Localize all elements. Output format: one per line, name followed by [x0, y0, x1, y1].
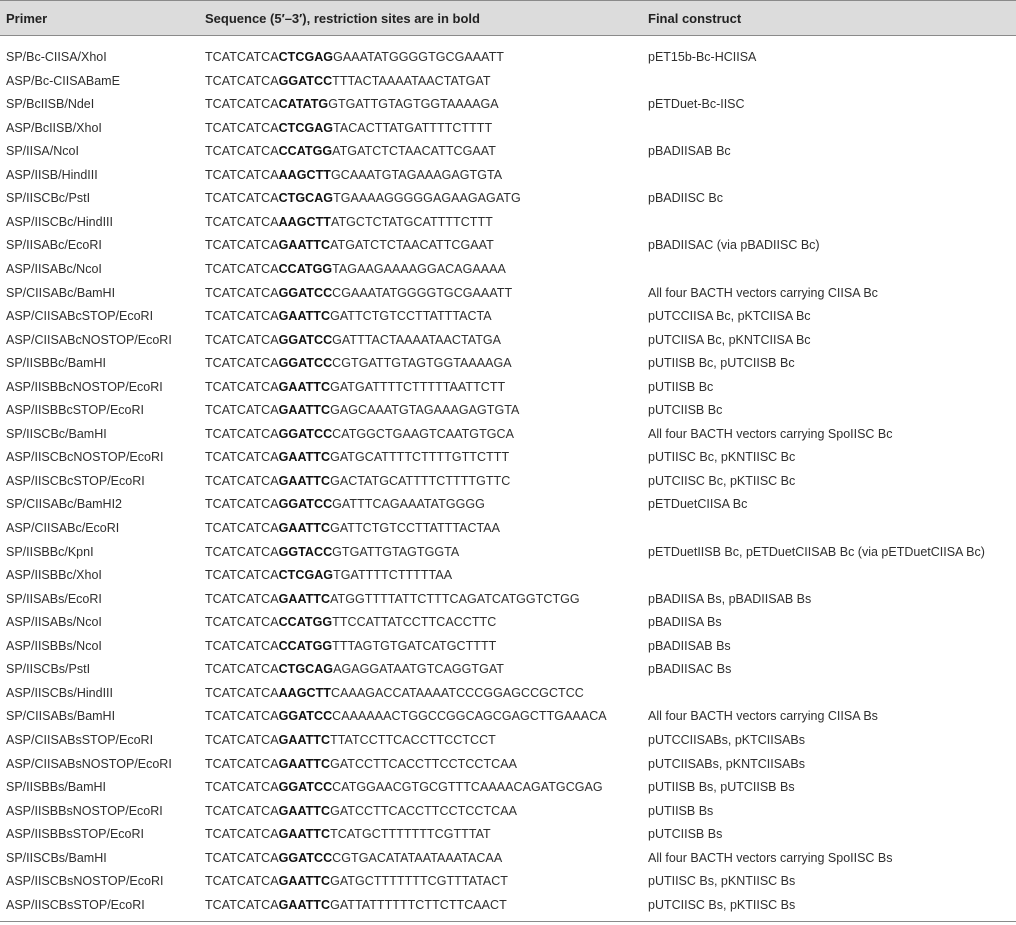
primer-name: ASP/IISCBc/HindIII [6, 214, 113, 229]
sequence-rest: GATGCATTTTCTTTTGTTCTTT [330, 450, 510, 465]
sequence-prefix: TCATCATCA [205, 403, 279, 418]
sequence-prefix: TCATCATCA [205, 144, 279, 159]
sequence-prefix: TCATCATCA [205, 97, 279, 112]
sequence-rest: GATTTACTAAAATAACTATGA [332, 332, 502, 347]
sequence [205, 686, 584, 700]
restriction-site: GGTACC [278, 544, 333, 559]
sequence [205, 380, 505, 394]
restriction-site: AAGCTT [278, 214, 331, 229]
sequence-rest: CGAAATATGGGGTGCGAAATT [332, 285, 513, 300]
sequence [205, 309, 492, 323]
sequence-prefix: TCATCATCA [205, 685, 279, 700]
sequence-rest: AGAGGATAATGTCAGGTGAT [333, 662, 504, 677]
sequence-rest: ATGATCTCTAACATTCGAAT [330, 238, 494, 253]
restriction-site: GGATCC [278, 709, 333, 724]
final-construct: pUTIISB Bs [648, 803, 714, 818]
final-construct: pBADIISAC Bs [648, 662, 732, 677]
sequence [205, 215, 493, 229]
primer-name: SP/IISCBs/PstI [6, 662, 91, 677]
sequence-prefix: TCATCATCA [205, 874, 279, 889]
final-construct: pBADIISA Bs, pBADIISAB Bs [648, 591, 812, 606]
sequence [205, 521, 500, 535]
sequence [205, 403, 519, 417]
table-row [0, 517, 1016, 541]
restriction-site: CATATG [278, 97, 329, 112]
final-construct: All four BACTH vectors carrying SpoIISC Bs [648, 850, 893, 865]
restriction-site: GAATTC [278, 897, 331, 912]
table-row [0, 611, 1016, 635]
sequence [205, 545, 459, 559]
sequence-prefix: TCATCATCA [205, 191, 279, 206]
final-construct: pUTCIISABs, pKNTCIISABs [648, 756, 805, 771]
header-construct: Final construct [648, 11, 742, 26]
sequence [205, 191, 521, 205]
sequence-rest: TTCCATTATCCTTCACCTTC [332, 615, 497, 630]
sequence [205, 757, 517, 771]
primer-name: ASP/CIISABsNOSTOP/EcoRI [6, 756, 172, 771]
restriction-site: CTGCAG [278, 191, 334, 206]
restriction-site: GAATTC [278, 521, 331, 535]
table-row [0, 753, 1016, 777]
sequence [205, 709, 607, 723]
sequence-rest: ATGCTCTATGCATTTTCTTT [331, 214, 493, 229]
primer-name: ASP/IISBBcSTOP/EcoRI [6, 403, 145, 418]
sequence-rest: CATGGCTGAAGTCAATGTGCA [332, 426, 514, 441]
primer-name: ASP/IISCBs/HindIII [6, 685, 113, 700]
table-row [0, 140, 1016, 164]
sequence-prefix: TCATCATCA [205, 167, 279, 182]
final-construct: pUTCIISC Bs, pKTIISC Bs [648, 897, 796, 912]
restriction-site: GGATCC [278, 850, 333, 865]
primer-name: ASP/IISB/HindIII [6, 167, 98, 182]
sequence-prefix: TCATCATCA [205, 356, 279, 371]
table-row [0, 870, 1016, 894]
table-row [0, 46, 1016, 70]
primer-name: SP/IISBBc/KpnI [6, 544, 94, 559]
sequence [205, 733, 496, 747]
restriction-site: GAATTC [278, 756, 331, 771]
sequence [205, 74, 491, 88]
table-row [0, 894, 1016, 918]
final-construct: pET15b-Bc-HCIISA [648, 50, 757, 64]
table-row [0, 847, 1016, 871]
sequence-rest: CGTGATTGTAGTGGTAAAAGA [332, 356, 512, 371]
sequence-rest: GATGCTTTTTTTCGTTTATACT [330, 874, 508, 889]
restriction-site: GGATCC [278, 356, 333, 371]
sequence [205, 497, 485, 511]
table-row [0, 117, 1016, 141]
sequence-rest: GATCCTTCACCTTCCTCCTCAA [330, 756, 518, 771]
sequence-rest: TACACTTATGATTTTCTTTT [333, 120, 493, 135]
restriction-site: CCATGG [278, 615, 333, 630]
final-construct: pETDuetIISB Bc, pETDuetCIISAB Bc (via pETDuetCIISA Bc) [648, 544, 985, 559]
restriction-site: AAGCTT [278, 685, 331, 700]
sequence-prefix: TCATCATCA [205, 521, 279, 535]
sequence-prefix: TCATCATCA [205, 568, 279, 583]
table-row [0, 305, 1016, 329]
sequence [205, 474, 510, 488]
sequence-prefix: TCATCATCA [205, 120, 279, 135]
primer-name: ASP/CIISABc/EcoRI [6, 521, 120, 535]
bottom-rule [0, 921, 1016, 922]
sequence-prefix: TCATCATCA [205, 261, 279, 276]
final-construct: pBADIISA Bs [648, 615, 722, 630]
final-construct: pUTCIISA Bc, pKNTCIISA Bc [648, 332, 811, 347]
sequence-prefix: TCATCATCA [205, 214, 279, 229]
sequence-prefix: TCATCATCA [205, 803, 279, 818]
sequence-prefix: TCATCATCA [205, 850, 279, 865]
sequence-rest: CATGGAACGTGCGTTTCAAAACAGATGCGAG [332, 780, 603, 795]
final-construct: pBADIISC Bc [648, 191, 724, 206]
primer-name: ASP/IISBBc/XhoI [6, 568, 102, 583]
sequence-prefix: TCATCATCA [205, 450, 279, 465]
table-row [0, 70, 1016, 94]
sequence-rest: GATGATTTTCTTTTTAATTCTT [330, 379, 506, 394]
header-sequence: Sequence (5′–3′), restriction sites are in bold [205, 11, 480, 26]
table-row [0, 729, 1016, 753]
sequence [205, 144, 496, 158]
sequence-prefix: TCATCATCA [205, 285, 279, 300]
primer-name: ASP/IISABs/NcoI [6, 615, 102, 630]
sequence-rest: TTATCCTTCACCTTCCTCCT [330, 732, 496, 747]
sequence [205, 286, 512, 300]
restriction-site: GAATTC [278, 827, 331, 842]
restriction-site: CTCGAG [278, 120, 334, 135]
table-row [0, 658, 1016, 682]
table-row [0, 800, 1016, 824]
sequence-prefix: TCATCATCA [205, 897, 279, 912]
final-construct: pUTIISC Bs, pKNTIISC Bs [648, 874, 796, 889]
restriction-site: CCATGG [278, 261, 333, 276]
table-row [0, 564, 1016, 588]
table-row [0, 399, 1016, 423]
sequence [205, 450, 509, 464]
table-row [0, 282, 1016, 306]
sequence-prefix: TCATCATCA [205, 732, 279, 747]
restriction-site: GAATTC [278, 309, 331, 324]
sequence-rest: GAGCAAATGTAGAAAGAGTGTA [330, 403, 520, 418]
final-construct: pUTCIISB Bc [648, 403, 723, 418]
table-row [0, 164, 1016, 188]
table-row [0, 541, 1016, 565]
sequence-rest: GTGATTGTAGTGGTAAAAGA [328, 97, 499, 112]
table-row [0, 376, 1016, 400]
sequence [205, 804, 517, 818]
primer-name: SP/IISA/NcoI [6, 144, 79, 159]
primer-name: SP/BcIISB/NdeI [6, 97, 95, 112]
restriction-site: CTCGAG [278, 50, 334, 64]
restriction-site: CTGCAG [278, 662, 334, 677]
sequence-rest: GATTATTTTTTCTTCTTCAACT [330, 897, 507, 912]
sequence-rest: ATGGTTTTATTCTTTCAGATCATGGTCTGG [330, 591, 580, 606]
primer-name: ASP/IISCBsSTOP/EcoRI [6, 897, 145, 912]
final-construct: All four BACTH vectors carrying SpoIISC Bc [648, 426, 893, 441]
primer-name: SP/IISCBc/BamHI [6, 426, 107, 441]
sequence-rest: CAAAGACCATAAAATCCCGGAGCCGCTCC [331, 685, 584, 700]
primer-name: ASP/IISBBs/NcoI [6, 638, 102, 653]
restriction-site: CTCGAG [278, 568, 334, 583]
final-construct: pUTIISC Bc, pKNTIISC Bc [648, 450, 796, 465]
sequence-prefix: TCATCATCA [205, 591, 279, 606]
primer-name: SP/IISABc/EcoRI [6, 238, 102, 253]
sequence-rest: TTTAGTGTGATCATGCTTTT [332, 638, 497, 653]
sequence-rest: TAGAAGAAAAGGACAGAAAA [332, 261, 506, 276]
sequence [205, 333, 501, 347]
sequence [205, 851, 502, 865]
primer-name: SP/Bc-CIISA/XhoI [6, 50, 107, 64]
sequence-prefix: TCATCATCA [205, 426, 279, 441]
primer-name: ASP/IISBBsNOSTOP/EcoRI [6, 803, 163, 818]
primer-name: ASP/Bc-CIISABamE [6, 73, 120, 88]
sequence [205, 780, 603, 794]
primer-name: ASP/IISBBcNOSTOP/EcoRI [6, 379, 163, 394]
sequence [205, 238, 494, 252]
table-row [0, 682, 1016, 706]
table-header [0, 0, 1016, 36]
sequence [205, 168, 502, 182]
sequence [205, 50, 504, 64]
primer-name: ASP/CIISABcSTOP/EcoRI [6, 309, 154, 324]
table-row [0, 635, 1016, 659]
sequence-prefix: TCATCATCA [205, 709, 279, 724]
table-row [0, 93, 1016, 117]
primer-name: SP/IISABs/EcoRI [6, 591, 102, 606]
primer-name: ASP/CIISABsSTOP/EcoRI [6, 732, 154, 747]
sequence [205, 568, 452, 582]
primer-name: ASP/CIISABcNOSTOP/EcoRI [6, 332, 172, 347]
primer-name: SP/IISBBc/BamHI [6, 356, 107, 371]
sequence-rest: TTTACTAAAATAACTATGAT [332, 73, 491, 88]
table-row [0, 423, 1016, 447]
restriction-site: AAGCTT [278, 167, 331, 182]
sequence-prefix: TCATCATCA [205, 638, 279, 653]
primer-name: ASP/IISCBcSTOP/EcoRI [6, 473, 145, 488]
table-row [0, 352, 1016, 376]
restriction-site: CCATGG [278, 144, 333, 159]
sequence-prefix: TCATCATCA [205, 238, 279, 253]
sequence [205, 827, 491, 841]
table-row [0, 446, 1016, 470]
final-construct: pUTCCIISABs, pKTCIISABs [648, 732, 805, 747]
sequence [205, 356, 512, 370]
restriction-site: GAATTC [278, 591, 331, 606]
restriction-site: CCATGG [278, 638, 333, 653]
sequence-rest: CGTGACATATAATAAATACAA [332, 850, 503, 865]
sequence-prefix: TCATCATCA [205, 473, 279, 488]
sequence-prefix: TCATCATCA [205, 497, 279, 512]
restriction-site: GGATCC [278, 780, 333, 795]
restriction-site: GGATCC [278, 285, 333, 300]
table-row [0, 187, 1016, 211]
sequence-prefix: TCATCATCA [205, 756, 279, 771]
sequence [205, 97, 499, 111]
sequence-prefix: TCATCATCA [205, 50, 279, 64]
sequence-rest: CAAAAAACTGGCCGGCAGCGAGCTTGAAACA [332, 709, 607, 724]
table-row [0, 470, 1016, 494]
sequence [205, 662, 504, 676]
sequence [205, 874, 508, 888]
final-construct: pBADIISAC (via pBADIISC Bc) [648, 238, 820, 253]
sequence-rest: TGAAAAGGGGGAGAAGAGATG [333, 191, 521, 206]
sequence-prefix: TCATCATCA [205, 662, 279, 677]
sequence-rest: GATTTCAGAAATATGGGG [332, 497, 485, 512]
restriction-site: GGATCC [278, 497, 333, 512]
table-row [0, 211, 1016, 235]
restriction-site: GAATTC [278, 803, 331, 818]
final-construct: All four BACTH vectors carrying CIISA Bs [648, 709, 878, 724]
restriction-site: GGATCC [278, 73, 333, 88]
restriction-site: GAATTC [278, 403, 331, 418]
sequence-prefix: TCATCATCA [205, 73, 279, 88]
table-row [0, 234, 1016, 258]
sequence-prefix: TCATCATCA [205, 309, 279, 324]
sequence [205, 615, 496, 629]
sequence-rest: ATGATCTCTAACATTCGAAT [332, 144, 496, 159]
restriction-site: GAATTC [278, 732, 331, 747]
restriction-site: GAATTC [278, 450, 331, 465]
restriction-site: GAATTC [278, 238, 331, 253]
sequence [205, 427, 514, 441]
final-construct: pBADIISAB Bs [648, 638, 731, 653]
table-row [0, 493, 1016, 517]
sequence-rest: GATTCTGTCCTTATTTACTAA [330, 521, 501, 535]
sequence-prefix: TCATCATCA [205, 780, 279, 795]
primer-name: ASP/IISCBsNOSTOP/EcoRI [6, 874, 164, 889]
restriction-site: GAATTC [278, 874, 331, 889]
primer-name: ASP/BcIISB/XhoI [6, 120, 102, 135]
primer-name: ASP/IISBBsSTOP/EcoRI [6, 827, 145, 842]
final-construct: pUTIISB Bs, pUTCIISB Bs [648, 780, 795, 795]
sequence [205, 898, 507, 912]
final-construct: pUTCCIISA Bc, pKTCIISA Bc [648, 309, 811, 324]
sequence-rest: TCATGCTTTTTTTCGTTTAT [330, 827, 491, 842]
header-primer: Primer [6, 11, 48, 26]
final-construct: pETDuetCIISA Bc [648, 497, 748, 512]
table-row [0, 776, 1016, 800]
final-construct: pUTIISB Bc, pUTCIISB Bc [648, 356, 795, 371]
sequence-rest: GTGATTGTAGTGGTA [332, 544, 460, 559]
sequence-prefix: TCATCATCA [205, 544, 279, 559]
sequence-rest: GAAATATGGGGTGCGAAATT [333, 50, 504, 64]
final-construct: pUTIISB Bc [648, 379, 714, 394]
table-row [0, 588, 1016, 612]
restriction-site: GGATCC [278, 426, 333, 441]
table-row [0, 258, 1016, 282]
sequence [205, 639, 496, 653]
primer-name: SP/IISBBs/BamHI [6, 780, 107, 795]
primer-name: SP/CIISABs/BamHI [6, 709, 116, 724]
sequence [205, 121, 492, 135]
primer-name: SP/IISCBs/BamHI [6, 850, 107, 865]
restriction-site: GAATTC [278, 473, 331, 488]
primer-name: SP/CIISABc/BamHI [6, 285, 116, 300]
sequence [205, 592, 580, 606]
primer-name: ASP/IISCBcNOSTOP/EcoRI [6, 450, 164, 465]
table-row [0, 705, 1016, 729]
sequence-prefix: TCATCATCA [205, 827, 279, 842]
sequence-prefix: TCATCATCA [205, 332, 279, 347]
final-construct: pUTCIISC Bc, pKTIISC Bc [648, 473, 796, 488]
sequence-prefix: TCATCATCA [205, 615, 279, 630]
sequence-rest: GACTATGCATTTTCTTTTGTTC [330, 473, 511, 488]
primer-name: SP/IISCBc/PstI [6, 191, 91, 206]
final-construct: pBADIISAB Bc [648, 144, 731, 159]
primer-name: ASP/IISABc/NcoI [6, 261, 102, 276]
sequence-rest: GCAAATGTAGAAAGAGTGTA [331, 167, 503, 182]
restriction-site: GAATTC [278, 379, 331, 394]
final-construct: pUTCIISB Bs [648, 827, 723, 842]
table-row [0, 823, 1016, 847]
sequence [205, 262, 506, 276]
final-construct: pETDuet-Bc-IISC [648, 97, 745, 112]
final-construct: All four BACTH vectors carrying CIISA Bc [648, 285, 878, 300]
sequence-rest: GATTCTGTCCTTATTTACTA [330, 309, 492, 324]
restriction-site: GGATCC [278, 332, 333, 347]
table-row [0, 329, 1016, 353]
primer-name: SP/CIISABc/BamHI2 [6, 497, 123, 512]
sequence-rest: GATCCTTCACCTTCCTCCTCAA [330, 803, 518, 818]
sequence-prefix: TCATCATCA [205, 379, 279, 394]
sequence-rest: TGATTTTCTTTTTAA [333, 568, 453, 583]
